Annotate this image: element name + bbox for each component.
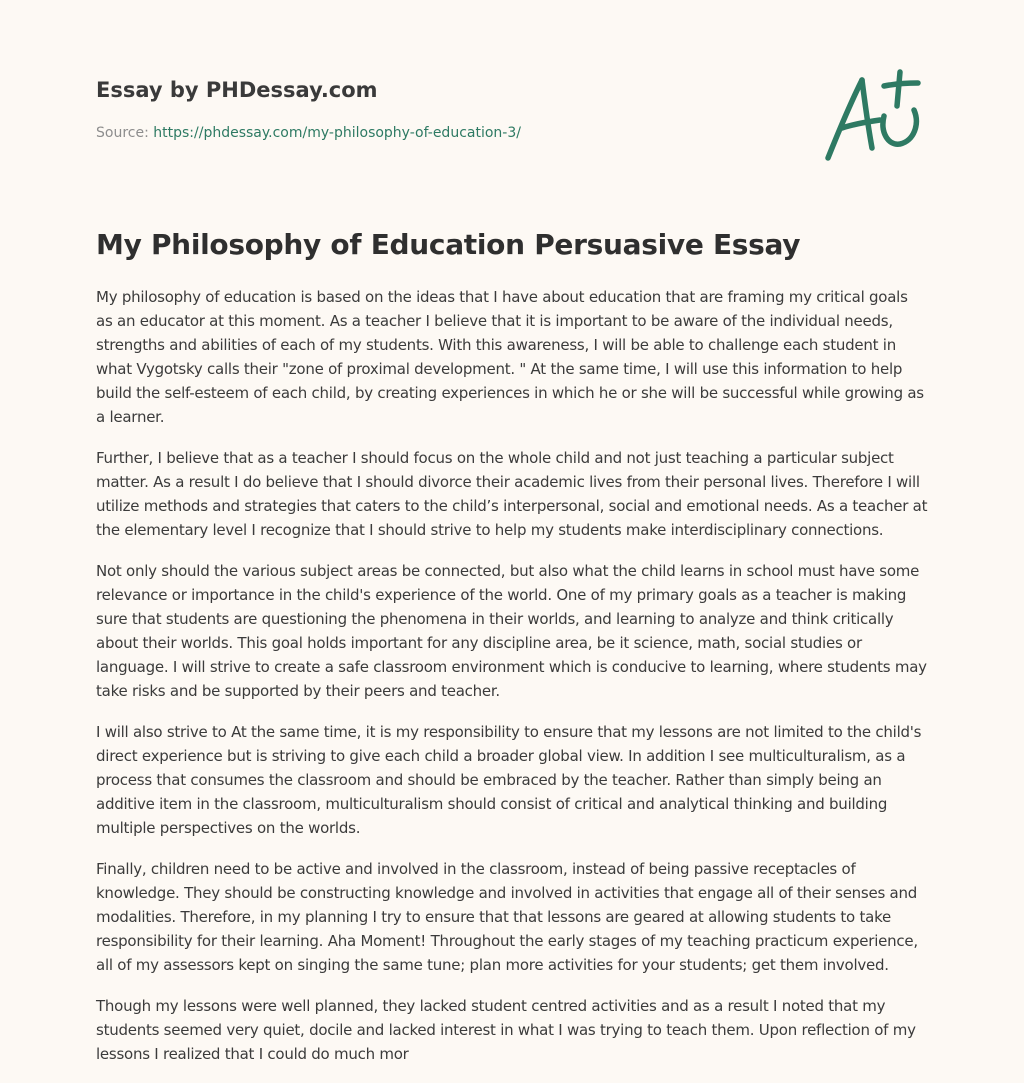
source-line [96,123,521,143]
essay-paragraph: I will also strive to At the same time, it is my responsibility to ensure that my lessons are not limited to the child's direct experience but is striving to give each child a broader global view. In addition I see multiculturalism, as a process that consumes the classroom and should be embraced by the teacher. Rather than simply being an additive item in the classroom, multiculturalism should consist of critical and analytical thinking and building multiple perspectives on the worlds. [96,723,922,837]
source-link[interactable]: https://phdessay.com/my-philosophy-of-education-3/ [153,125,521,141]
essay-paragraph: Further, I believe that as a teacher I should focus on the whole child and not just teaching a particular subject matter. As a result I do believe that I should divorce their academic lives from their personal lives. Therefore I will utilize methods and strategies that caters to the child’s interpersonal, social and emotional needs. As a teacher at the elementary level I recognize that I should strive to help my students make interdisciplinary connections. [96,449,928,539]
essay-paragraph: Though my lessons were well planned, they lacked student centred activities and as a result I noted that my students seemed very quiet, docile and lacked interest in what I was trying to teach them. Upon reflection of my lessons I realized that I could do much mor [96,997,916,1063]
essay-paragraph: My philosophy of education is based on the ideas that I have about education that are framing my critical goals as an educator at this moment. As a teacher I believe that it is important to be aware of the individual needs, strengths and abilities of each of my students. With this awareness, I will be able to challenge each student in what Vygotsky calls their "zone of proximal development. " At the same time, I will use this information to help build the self-esteem of each child, by creating experiences in which he or she will be successful while growing as a learner. [96,288,924,426]
a-plus-logo-icon [818,66,928,166]
essay-paragraph: Not only should the various subject areas be connected, but also what the child learns in school must have some relevance or importance in the child's experience of the world. One of my primary goals as a teacher is making sure that students are questioning the phenomena in their worlds, and learning to analyze and think critically about their worlds. This goal holds important for any discipline area, be it science, math, social studies or language. I will strive to create a safe classroom environment which is conducive to learning, where students may take risks and be supported by their peers and teacher. [96,562,927,700]
essay-paragraph: Finally, children need to be active and involved in the classroom, instead of being passive receptacles of knowledge. They should be constructing knowledge and involved in activities that engage all of their senses and modalities. Therefore, in my planning I try to ensure that that lessons are geared at allowing students to take responsibility for their learning. Aha Moment! Throughout the early stages of my teaching practicum experience, all of my assessors kept on singing the same tune; plan more activities for your students; get them involved. [96,860,918,974]
essay-title: My Philosophy of Education Persuasive Essay [96,228,801,261]
essay-body [96,285,928,1083]
source-label: Source: [96,125,149,141]
site-title: Essay by PHDessay.com [96,78,378,102]
